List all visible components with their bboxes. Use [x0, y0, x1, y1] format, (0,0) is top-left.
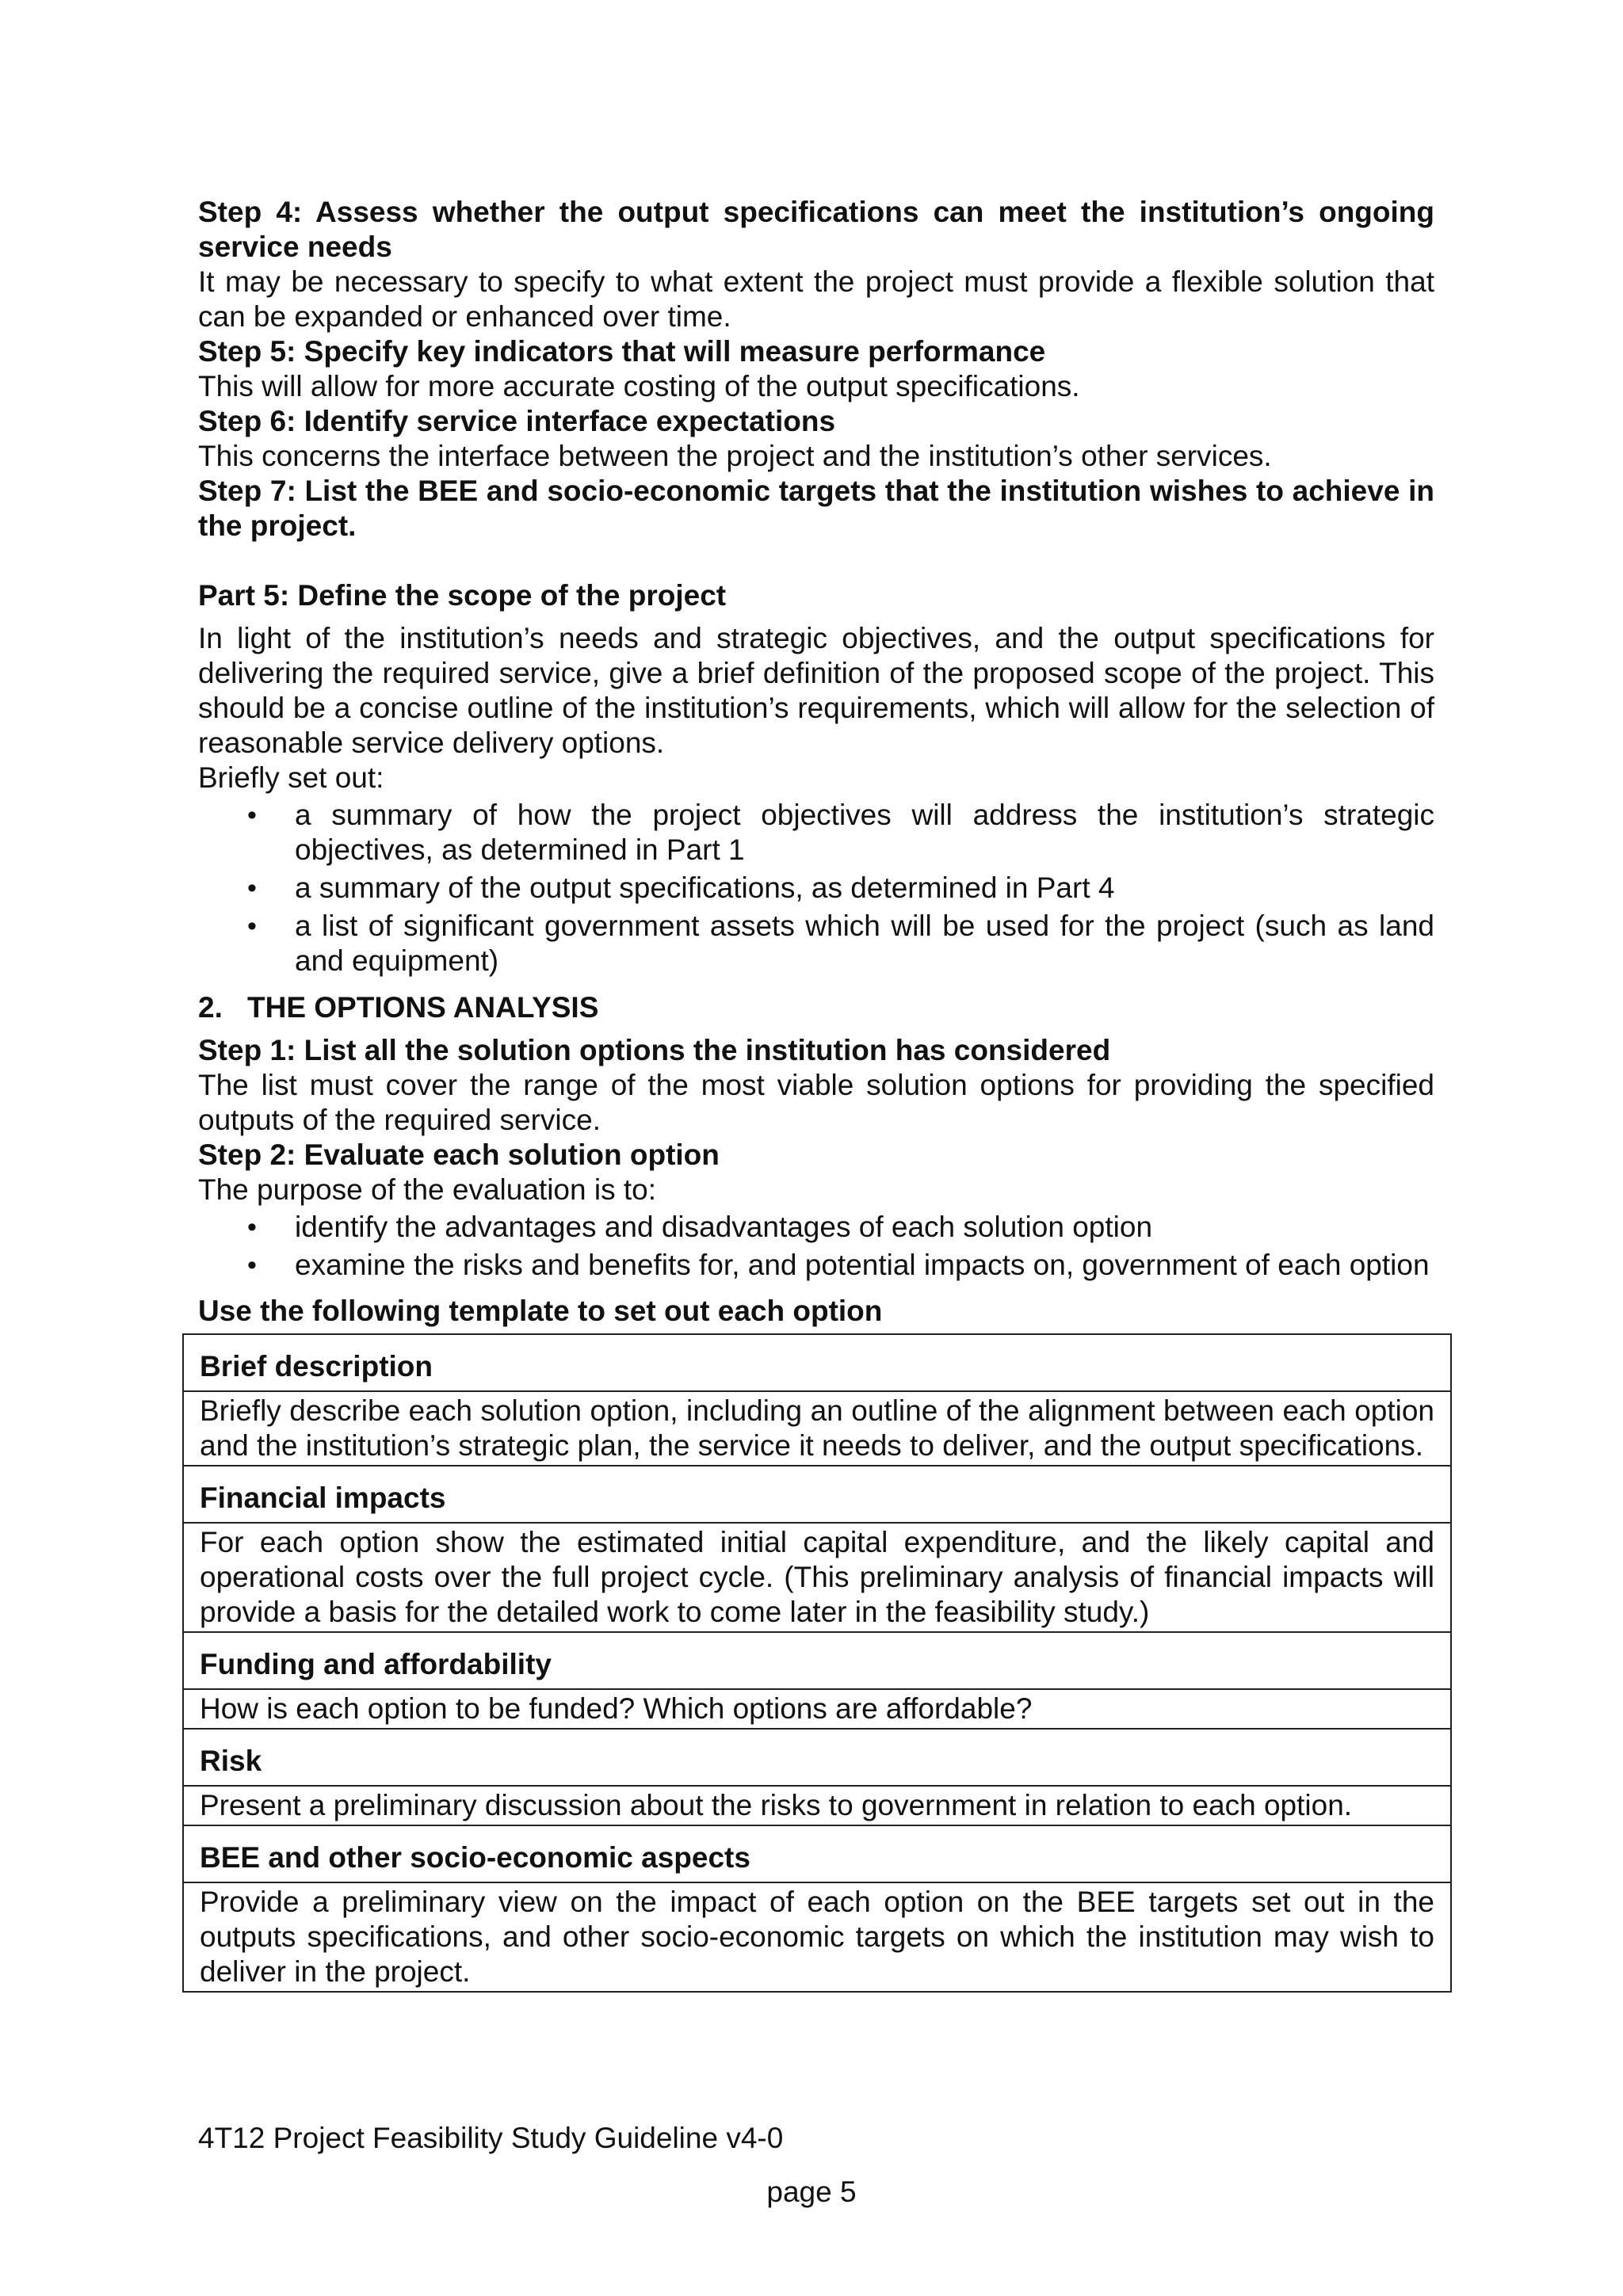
step-6-text: This concerns the interface between the project and the institution’s other services.: [198, 440, 1272, 472]
template-lead: Use the following template to set out each option: [198, 1295, 883, 1327]
bullet-icon: •: [247, 873, 257, 903]
section-number: 2.: [198, 991, 223, 1024]
section-title-text: THE OPTIONS ANALYSIS: [247, 991, 599, 1024]
list-item: [198, 871, 1434, 906]
list-item: [198, 909, 1434, 978]
table-row: [183, 1334, 1451, 1391]
template-body-financial-impacts: For each option show the estimated initial capital expenditure, and the likely capital and operational costs over the full project cycle. (This preliminary analysis of financial impacts will provide a basis for the detailed work to come later in the feasibility study.): [183, 1523, 1451, 1632]
template-heading-funding: Funding and affordability: [183, 1632, 1451, 1689]
template-body-risk: Present a preliminary discussion about the risks to government in relation to each option.: [183, 1786, 1451, 1825]
step-7-title: Step 7: List the BEE and socio-economic targets that the institution wishes to achieve in the project.: [198, 475, 1434, 542]
list-item-text: a list of significant government assets which will be used for the project (such as land and equipment): [295, 910, 1434, 977]
page-content: [198, 195, 1434, 1993]
table-row: [183, 1391, 1451, 1466]
part-5-heading: Part 5: Define the scope of the project: [198, 579, 727, 612]
option-template-table: [182, 1333, 1452, 1993]
section-2-title: [198, 990, 1434, 1025]
bullet-icon: •: [247, 911, 257, 941]
step-5-text: This will allow for more accurate costing of the output specifications.: [198, 370, 1080, 402]
options-step-1-text: The list must cover the range of the most viable solution options for providing the specified outputs of the required service.: [198, 1069, 1434, 1136]
template-body-brief-description: Briefly describe each solution option, including an outline of the alignment between each option and the institution’s strategic plan, the service it needs to deliver, and the output specifications.: [183, 1391, 1451, 1466]
table-row: [183, 1786, 1451, 1825]
bullet-icon: •: [247, 800, 257, 830]
table-row: [183, 1825, 1451, 1882]
options-bullet-list: [198, 1210, 1434, 1283]
list-item-text: a summary of the output specifications, as determined in Part 4: [295, 871, 1115, 904]
template-body-funding: How is each option to be funded? Which options are affordable?: [183, 1689, 1451, 1729]
template-heading-risk: Risk: [183, 1729, 1451, 1786]
options-step-2-lead: The purpose of the evaluation is to:: [198, 1173, 656, 1206]
list-item: [198, 1210, 1434, 1245]
template-heading-financial-impacts: Financial impacts: [183, 1466, 1451, 1523]
table-row: [183, 1523, 1451, 1632]
list-item-text: identify the advantages and disadvantages of each solution option: [295, 1211, 1153, 1243]
template-heading-bee: BEE and other socio-economic aspects: [183, 1825, 1451, 1882]
footer-doc-title: 4T12 Project Feasibility Study Guideline v4-0: [198, 2122, 784, 2154]
table-row: [183, 1466, 1451, 1523]
table-row: [183, 1632, 1451, 1689]
table-row: [183, 1689, 1451, 1729]
step-4-text: It may be necessary to specify to what extent the project must provide a flexible solution that can be expanded or enhanced over time.: [198, 265, 1434, 333]
list-item-text: examine the risks and benefits for, and potential impacts on, government of each option: [295, 1249, 1430, 1281]
list-item: [198, 1248, 1434, 1283]
bullet-icon: •: [247, 1250, 257, 1280]
options-step-1-title: Step 1: List all the solution options the institution has considered: [198, 1034, 1111, 1066]
template-body-bee: Provide a preliminary view on the impact of each option on the BEE targets set out in the outputs specifications, and other socio-economic targets on which the institution may wish to deliver in the project.: [183, 1882, 1451, 1992]
table-row: [183, 1882, 1451, 1992]
part-5-paragraph: In light of the institution’s needs and strategic objectives, and the output specifications for delivering the required service, give a brief definition of the proposed scope of the project. This should be a concise outline of the institution’s requirements, which will allow for the selection of reasonable service delivery options.: [198, 622, 1434, 759]
options-step-2-title: Step 2: Evaluate each solution option: [198, 1138, 720, 1171]
page-number: page 5: [766, 2176, 857, 2208]
step-6-title: Step 6: Identify service interface expectations: [198, 405, 836, 437]
list-item: [198, 798, 1434, 868]
list-item-text: a summary of how the project objectives will address the institution’s strategic objectives, as determined in Part 1: [295, 799, 1434, 866]
table-row: [183, 1729, 1451, 1786]
template-heading-brief-description: Brief description: [183, 1334, 1451, 1391]
part-5-lead: Briefly set out:: [198, 761, 384, 794]
bullet-icon: •: [247, 1212, 257, 1242]
step-5-title: Step 5: Specify key indicators that will measure performance: [198, 335, 1046, 368]
part-5-bullet-list: [198, 798, 1434, 978]
step-4-title: Step 4: Assess whether the output specifications can meet the institution’s ongoing service needs: [198, 196, 1434, 263]
